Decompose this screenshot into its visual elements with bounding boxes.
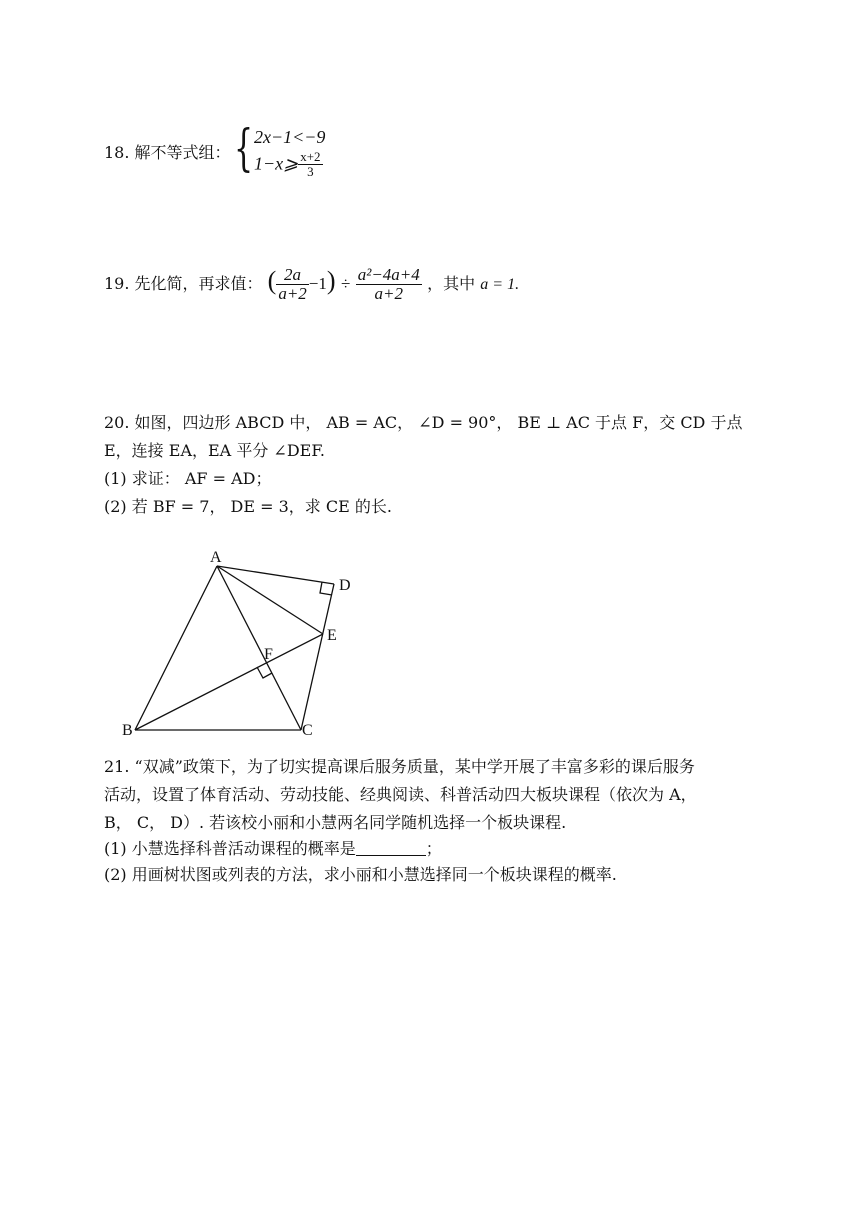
segment-CD [301, 584, 334, 730]
label-D: D [339, 577, 351, 594]
question-21-line-3: B， C， D）. 若该校小丽和小慧两名同学随机选择一个板块课程. [104, 813, 567, 832]
segment-AB [135, 566, 217, 730]
q19-fraction-1: $\frac{2a}{a+2}$ [278, 265, 307, 303]
question-19 [104, 266, 519, 303]
q19-expression: ( $\frac{2a}{a+2}$ −1) ÷ $\frac{\text{a²−4a+4}}{a+2}$ [267, 265, 420, 303]
question-21-line-1: 21. “双减”政策下，为了切实提高课后服务质量，某中学开展了丰富多彩的课后服务 [104, 757, 695, 776]
q19-prefix: 19. 先化简，再求值： [104, 274, 263, 293]
label-E: E [327, 627, 337, 644]
question-20-line-2: E，连接 EA，EA 平分 ∠DEF. [104, 441, 326, 460]
q18-prefix: 18. 解不等式组： [104, 143, 231, 162]
question-20-line-1: 20. 如图，四边形 ABCD 中， AB = AC， ∠D = 90°， BE ⊥ AC 于点 F，交 CD 于点 [104, 413, 743, 432]
q19-condition: a = 1. [480, 276, 520, 293]
question-20-part-1: (1) 求证： AF = AD； [104, 469, 272, 488]
right-angle-mark-F [257, 667, 272, 678]
question-21-line-2: 活动，设置了体育活动、劳动技能、经典阅读、科普活动四大板块课程（依次为 A， [104, 785, 697, 804]
segment-BE [135, 634, 323, 730]
label-A: A [210, 549, 222, 566]
label-B: B [122, 722, 133, 739]
question-20-part-2: (2) 若 BF = 7， DE = 3，求 CE 的长. [104, 497, 392, 516]
q19-suffix: ，其中 [427, 274, 476, 293]
question-21-part-2: (2) 用画树状图或列表的方法，求小丽和小慧选择同一个板块课程的概率. [104, 865, 617, 884]
question-21-part-1: (1) 小慧选择科普活动课程的概率是 ； [104, 839, 442, 858]
q18-fraction: $\frac{x+2}{3}$ [300, 149, 321, 179]
label-F: F [264, 646, 273, 663]
segment-AE [217, 566, 323, 634]
segment-AC [217, 566, 301, 730]
answer-blank [356, 837, 426, 856]
q19-fraction-2: $\frac{\text{a²−4a+4}}{a+2}$ [357, 265, 420, 303]
right-angle-mark-D [320, 582, 332, 595]
q18-inequality-2: 1−x⩾ $\frac{x+2}{3}$ [254, 149, 321, 179]
brace-symbol: { [234, 119, 254, 177]
segment-DA [217, 566, 334, 584]
label-C: C [302, 722, 313, 739]
q18-inequality-1: 2x−1<−9 [254, 127, 326, 147]
